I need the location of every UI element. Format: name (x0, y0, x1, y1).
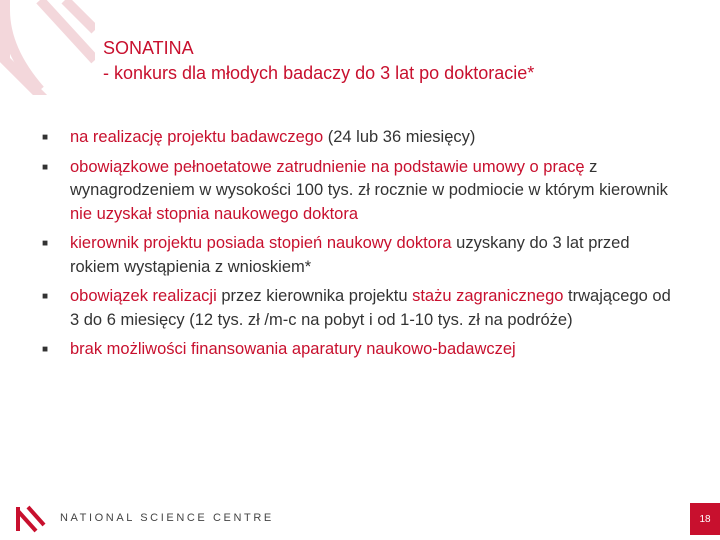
bullet-highlight: obowiązkowe pełnoetatowe zatrudnienie na podstawie umowy o pracę (70, 157, 585, 176)
bullet-text: przez kierownika projektu (216, 287, 413, 305)
ncn-logo-icon (0, 0, 95, 95)
square-bullet-icon: ■ (42, 132, 49, 143)
bullet-text: (24 lub 36 miesięcy) (323, 128, 476, 146)
bullet-text: z wynagrodzeniem w wysokości 100 tys. zł rocznie w podmiocie w którym kierownik (70, 157, 668, 199)
ncn-small-logo-icon (14, 505, 46, 533)
page-number-badge: 18 (690, 503, 720, 535)
square-bullet-icon: ■ (42, 161, 49, 173)
bullet-highlight: nie uzyskał stopnia naukowego doktora (70, 204, 359, 223)
square-bullet-icon: ■ (42, 291, 49, 302)
bullet-highlight: brak możliwości finansowania aparatury naukowo-badawczej (70, 340, 516, 358)
bullet-text: uzyskany do 3 lat przed rokiem wystąpienia z wnioskiem* (70, 234, 630, 276)
bullet-highlight: obowiązek realizacji (70, 287, 217, 305)
title-line-2: - konkurs dla młodych badaczy do 3 lat po doktoracie* (103, 63, 535, 83)
bullet-highlight: kierownik projektu posiada stopień naukowy doktora (70, 234, 452, 252)
list-item (40, 232, 680, 279)
bullet-text: trwającego od 3 do 6 miesięcy (12 tys. zł /m-c na pobyt i od 1-10 tys. zł na podróże) (70, 287, 671, 329)
list-item (40, 126, 680, 150)
title-line-1: SONATINA (103, 38, 194, 58)
organization-name: NATIONAL SCIENCE CENTRE (60, 512, 274, 524)
list-item (40, 285, 680, 332)
square-bullet-icon: ■ (42, 238, 49, 249)
page-title (103, 36, 534, 86)
list-item (40, 338, 680, 362)
list-item (40, 156, 680, 227)
bullet-highlight: na realizację projektu badawczego (70, 128, 324, 146)
square-bullet-icon: ■ (42, 344, 49, 355)
bullet-list (40, 126, 680, 368)
bullet-highlight: stażu zagranicznego (412, 287, 564, 305)
